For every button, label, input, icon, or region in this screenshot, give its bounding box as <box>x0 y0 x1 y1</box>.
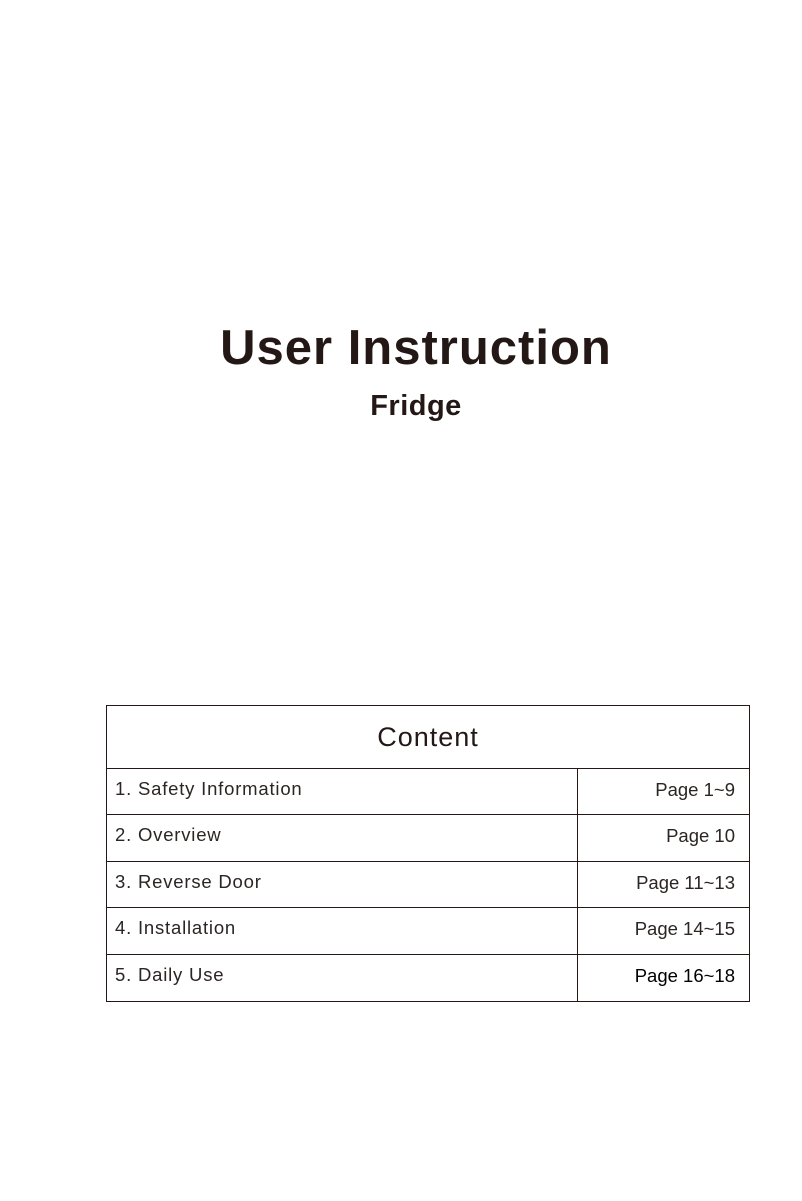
contents-row <box>107 955 749 1001</box>
contents-row <box>107 908 749 954</box>
contents-heading: Content <box>107 706 749 769</box>
contents-row <box>107 815 749 861</box>
contents-row-pages: Page 11~13 <box>636 871 735 893</box>
contents-row-label: 1. Safety Information <box>107 769 578 814</box>
contents-row-pages: Page 1~9 <box>655 779 735 800</box>
contents-row-label: 2. Overview <box>107 815 578 860</box>
document-subtitle: Fridge <box>370 390 462 422</box>
contents-row-pages: Page 16~18 <box>634 964 735 986</box>
contents-row-pages: Page 10 <box>666 825 735 847</box>
contents-table <box>106 705 750 1002</box>
contents-row <box>107 769 749 815</box>
document-title: User Instruction <box>220 321 612 375</box>
contents-row-pages: Page 14~15 <box>634 918 735 940</box>
contents-row-label: 4. Installation <box>107 908 578 953</box>
contents-row <box>107 862 749 908</box>
contents-row-label: 5. Daily Use <box>107 955 578 1001</box>
contents-row-label: 3. Reverse Door <box>107 862 578 907</box>
